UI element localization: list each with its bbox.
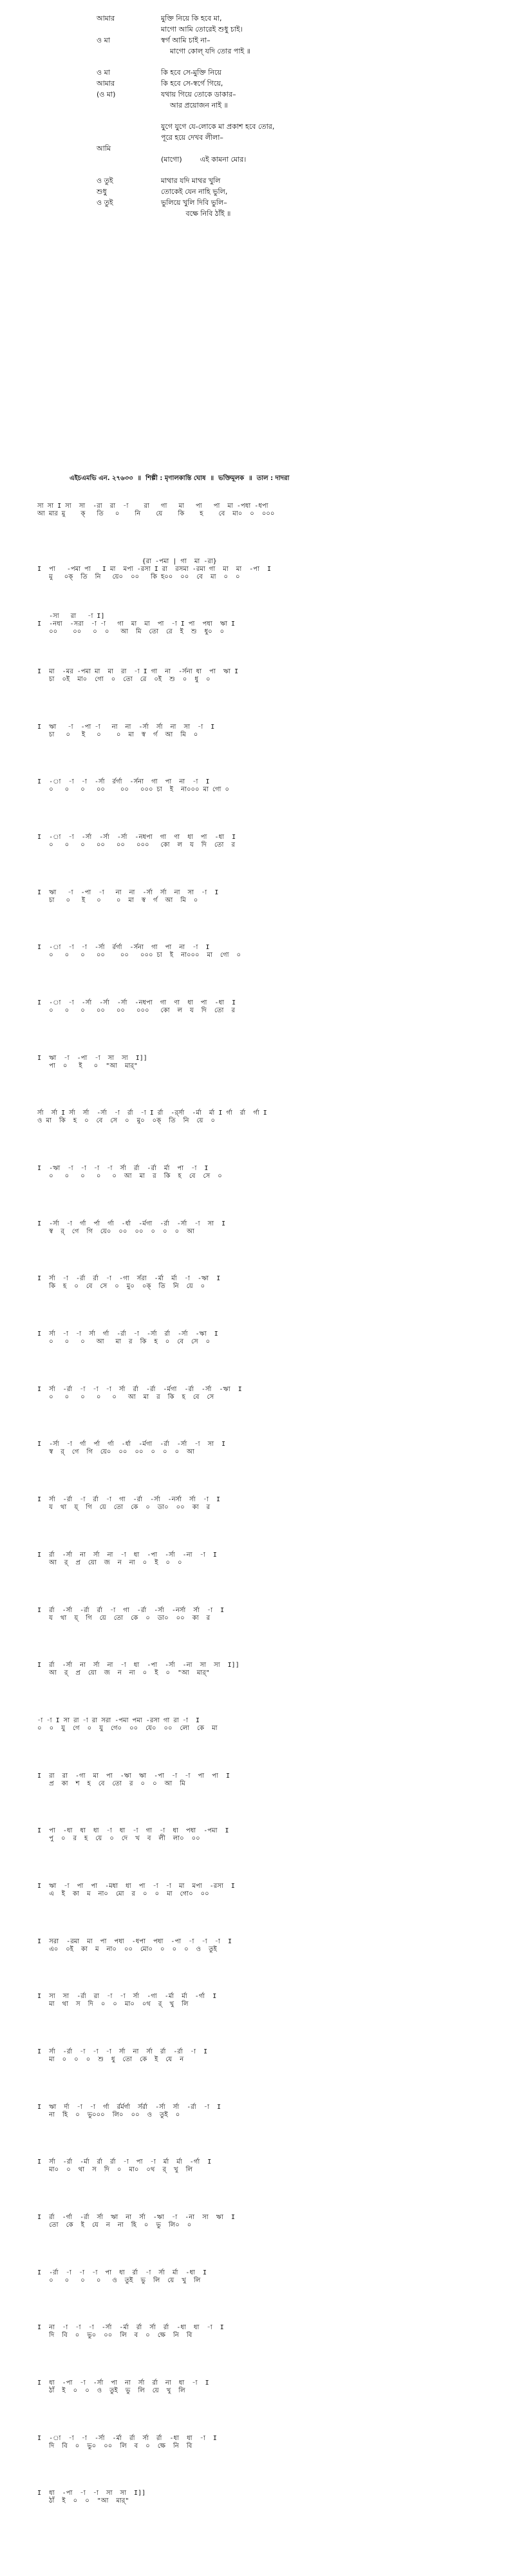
swara-line: I রা রা -গা মা পা -ঋা ঋা -পা -া -া পা পা I (26, 1773, 230, 1780)
lyric-line (97, 46, 431, 57)
lyrics-stanza (97, 175, 431, 219)
lyric-text: যুগে যুগে যে-লোকে মা প্রকাশ হবে তোর, (161, 122, 275, 131)
syllable-line: দি বি ০ ভু০ ০০ লি ব ০ ক্ষে নি বি (26, 2332, 192, 2339)
notation-row (26, 999, 236, 1015)
lyric-speaker: আমার (97, 79, 115, 88)
syllable-line: প্র কা শ হ বে তো র ০ ০ আ মি (26, 1780, 185, 1787)
syllable-line: আ র্‌ প্র য়ো জ ন না ০ ই ০ "আ মার্‌" (26, 1669, 210, 1677)
swara-line: I র্সা -র্রা -া -া -া র্সা র্রা -র্রা -র্মগা -র্রা -র্সা -ঋা I (26, 1386, 242, 1393)
lyric-line (97, 35, 431, 46)
syllable-line: ০ ০ ০ ০০ ০০ ০০০ চা ই না০০০ মা গো ০ (26, 952, 241, 959)
lyric-text: পূরে হয়ে দেখব লীলা– (161, 133, 223, 142)
notation-row (26, 1331, 218, 1346)
syllable-line: ০ ০ ০ ০০ ০০ ০০০ কো ল য দি তো র (26, 841, 235, 849)
lyric-text: মুক্তি নিয়ে কি হবে মা, (161, 14, 222, 23)
notation-row (26, 1662, 239, 1677)
notation-row (26, 1496, 220, 1512)
swara-line: I ঋা -া -পা -া না না -র্সা র্সা না সা -া I (26, 724, 215, 731)
lyric-speaker: ও মা (97, 36, 110, 44)
lyric-line (97, 186, 431, 197)
notation-row (26, 1110, 267, 1125)
notation-row (26, 1883, 235, 1898)
swara-line: I -র্রা -া -া -া পা ধা র্রা -া র্সা র্মা -ধা I (26, 2269, 207, 2276)
swara-line: I পা -পমা পা I মা মপা -রসা I রা রসমা -রমা গা মা মা -পা I (26, 566, 272, 573)
swara-line: I ধা -পা -া -া সা সা I]] (26, 2490, 146, 2497)
lyric-text: ভুলিয়ে খুলি দিবি ভুলি– (161, 198, 227, 207)
lyric-speaker: (ও মা) (97, 90, 116, 99)
syllable-line: চা ০ ই ০ ০ মা স্ব র্গ আ মি ০ (26, 897, 198, 904)
lyric-text: তোকেই যেন নাহি ভুলি, (161, 187, 228, 196)
notation-row (26, 1827, 229, 1843)
notation-row (26, 944, 241, 959)
swara-line: I র্রা -র্গা -র্রা র্সা ঋা না র্সা -ঋা -া -না সা ঋা I (26, 2214, 235, 2221)
swara-line: I সরা -রমা মা পা পধা -ধপা পধা -পা -া -া -া I (26, 1938, 232, 1945)
notation-row (26, 1773, 230, 1788)
notation-row (26, 1938, 232, 1954)
syllable-line: মু ০ক্ তি নি য়ে০ ০০ কি হ০০ ০০ বে মা ০ ০ (26, 573, 240, 581)
syllable-line: চা ০ই মা০ গো ০ তো রে ০ই শু ০ ধু ০ (26, 676, 211, 683)
lyric-line (97, 13, 431, 24)
notation-row (26, 1386, 242, 1401)
swara-line: I -া -া -া -র্সা র্রর্গা -র্সনা গা পা না -া I (26, 778, 210, 785)
syllable-line: ০০ ০০ ০ ০ আ মি তো রে ই শু ধু০ ০ (26, 628, 225, 635)
notation-row (26, 503, 274, 518)
swara-line: র্সা র্সা I র্সা র্সা -র্সা -া র্রা -া I র্রা -র্র্সা -র্মা র্মা I র্গা র্রা র্গা I (26, 1110, 267, 1117)
lyric-speaker (97, 208, 161, 219)
notation-row (26, 2104, 221, 2119)
swara-line: I -া -া -া -র্সা -র্মা র্রা র্সা র্রা -ধা ধা -া I (26, 2435, 217, 2442)
lyric-speaker (97, 121, 161, 132)
lyric-line (97, 143, 431, 154)
swara-line: I র্সা -র্রা -া -া -া র্সা না র্সা র্রা -র্রা -া I (26, 2048, 208, 2055)
syllable-line: য থা য়্‌ গি য়ে তো কে ০ ডা০ ০০ কা র (26, 1615, 211, 1622)
notation-row (26, 889, 218, 905)
syllable-line: না হি ০ ভু০০০ লি০ ০০ ও তুই ০ (26, 2111, 180, 2119)
lyric-speaker (97, 24, 161, 35)
syllable-line: স্ব র্‌ গে গি য়ে০ ০০ ০০ ০ ০ ০ আ (26, 1448, 194, 1456)
notation-row (26, 1607, 224, 1622)
lyric-text: বক্ষে নিবি ঠাঁই ॥ (161, 209, 231, 218)
notation-variant-line: {রা -পমা | গা মা -রা} (26, 558, 217, 565)
lyric-text: (মাগো) এই কামনা মোর। (161, 155, 247, 164)
notation-variant-line: -সা রা -া I] (26, 613, 105, 620)
swara-line: I -র্সা -া র্গা র্পা র্গা -র্ধা -র্মগা -র্রা -র্সা -া সা I (26, 1441, 226, 1448)
syllable-line: মা ০ ০ ০ শু ধু তো কে ই যে ন (26, 2056, 184, 2063)
swara-line: I ঋা -া -পা -া সা সা I]] (26, 1055, 147, 1062)
syllable-line: ০ ০ ০ ০০ ০০ ০০০ কো ল য দি তো র (26, 1007, 235, 1014)
lyric-line (97, 100, 431, 111)
lyric-speaker (97, 46, 161, 57)
notation-row (26, 2269, 207, 2285)
swara-line: I র্সা -র্রা -া র্রা -া গা -র্রা -র্সা -নর্সা র্সা -া I (26, 1496, 221, 1503)
swara-line: I ঋা র্দা -া -া র্গা র্রর্মর্গা র্সর্রা -র্সা র্সা -র্রা -া I (26, 2104, 221, 2111)
notation-row (26, 1275, 220, 1291)
notation-row (26, 2324, 224, 2340)
notation-row (26, 1717, 218, 1733)
swara-line: I র্রা -র্সা না র্সা না -া ধা -পা -র্সা -না সা সা I]] (26, 1662, 239, 1669)
syllable-line: তো কে ই যে ন না হি ০ ভু লি০ ০ (26, 2222, 192, 2229)
syllable-line: এ০ ০ই কা ম না০ ০০ মো০ ০ ০ ০ ও তুই (26, 1946, 217, 1953)
swara-line: I মা -মর -পমা মা মা রা -া I গা না -র্সনা ধা পা ঋা I (26, 668, 239, 675)
notation-row (26, 1552, 217, 1567)
syllable-line: কি হ ০ বে সে ০ মু০ ০ক্‌ তি নি য়ে ০ (26, 1283, 205, 1290)
lyric-text: মাগো কোল্‌ যদি তোর পাই ॥ (161, 47, 250, 55)
swara-line: I র্সা -া -া র্সা র্গা -র্রা -া -র্সা র্রা -র্সা -ঋা I (26, 1331, 218, 1338)
lyric-line (97, 24, 431, 35)
lyric-text: আর প্রয়োজন নাই ॥ (161, 101, 228, 110)
lyrics-stanza (97, 13, 431, 57)
lyric-speaker (97, 100, 161, 111)
lyric-speaker: আমার (97, 14, 115, 23)
syllable-line: ও মা কি হ ০ বে সে ০ মু০ ০ক্‌ তি নি য়ে ০ (26, 1117, 215, 1124)
syllable-line: ০ ০ ০ ০ ও তুই ভু লি য়ে খু লি (26, 2277, 201, 2284)
lyric-line (97, 175, 431, 186)
swara-line: I র্সা -র্রা -র্মা র্রা র্রা -া পা -া র্মা র্মা -র্গা I (26, 2158, 212, 2166)
lyric-line (97, 67, 431, 78)
lyric-line (97, 154, 431, 165)
syllable-line: আ র্‌ প্র য়ো জ ন না ০ ই ০ ০ (26, 1559, 182, 1566)
syllable-line: ০ ০ যু গে ০ যু গে০ ০০ যে০ ০০ লো কে মা (26, 1725, 218, 1732)
swara-line: I ঋা -া -পা -া না না -র্সা র্সা না সা -া I (26, 889, 219, 896)
lyric-text: মাগো আমি তোরেই শুধু চাই। (161, 25, 243, 34)
lyric-speaker: ও তুই (97, 177, 113, 185)
lyric-line (97, 208, 431, 219)
notation-row (26, 724, 214, 739)
lyric-line (97, 132, 431, 143)
lyric-line (97, 78, 431, 89)
lyric-text: স্বর্গ আমি চাই না– (161, 36, 211, 44)
swara-line: I -র্সা -া র্গা র্পা র্গা -র্ধা -র্মগা -র্রা -র্সা -া সা I (26, 1220, 226, 1227)
lyric-text: যথায় গিয়ে তোকে ডাকার– (161, 90, 236, 99)
lyric-line (97, 197, 431, 208)
lyric-speaker: আমি (97, 144, 111, 153)
notation-row (26, 558, 271, 581)
syllable-line: ০ ০ ০ আ মা র কি হ ০ বে সে ০ (26, 1338, 211, 1345)
syllable-line: পা ০ ই ০ "আ মার্‌" (26, 1062, 138, 1070)
lyric-line (97, 121, 431, 132)
notation-row (26, 2435, 217, 2450)
song-info: এইচএমভি এন. ২৭৬৩৩ ॥ শিল্পী : মৃণালকান্তি ঘোষ ॥ ভক্তিমূলক ॥ তাল : দাদরা (70, 475, 290, 482)
lyric-speaker (97, 154, 161, 165)
swara-line: I র্সা -া -র্রা র্রা -া -গা র্সরা -র্মা র্মা -া -ঋা I (26, 1275, 221, 1282)
syllable-line: স্ব র্‌ গে গি য়ে০ ০০ ০০ ০ ০ ০ আ (26, 1228, 194, 1235)
notation-row (26, 2490, 145, 2505)
notation-row (26, 1055, 147, 1070)
swara-line: I -ঋা -া -া -া -া র্সা র্রা -র্রা র্মা পা -া I (26, 1165, 209, 1172)
swara-line: I র্রা -র্সা না র্সা না -া ধা -পা -র্সা -না -া I (26, 1552, 217, 1559)
notation-row (26, 668, 238, 684)
notation-row (26, 1220, 225, 1236)
syllable-line: ঠাঁ ই ০ ০ "আ মার্‌" (26, 2497, 129, 2504)
lyric-line (97, 89, 431, 100)
lyric-text: কি হবে সে-স্বর্গে গিয়ে, (161, 79, 223, 88)
syllable-line: পু ০ র হ য়ে ০ দে খ ব লী লা০ ০০ (26, 1835, 200, 1842)
lyric-speaker: ও মা (97, 68, 110, 77)
notation-row (26, 778, 229, 794)
swara-line: I র্রা -র্সা -র্রা র্রা -া গা -র্রা -র্সা -নর্সা র্সা -া I (26, 1607, 225, 1614)
notation-row (26, 613, 235, 636)
swara-line: I সা সা -র্রা রা -া -া র্সা -গা -র্মা র্মা -র্গা I (26, 1993, 217, 2000)
swara-line: I ঋা -া পা পা -মধা ধা পা -া -া মা মপা -রসা I (26, 1883, 235, 1890)
notation-row (26, 1165, 222, 1180)
syllable-line: ০ ০ ০ ০০ ০০ ০০০ চা ই না০০০ মা গো ০ (26, 786, 229, 793)
swara-line: সা সা I সা সা -রা রা -া রা গা মা পা পা মা -পধা -ধপা (26, 503, 268, 510)
swara-line: I -নধা -সরা -া -া গা মা মা পা -া I পা পধা ঋা I (26, 620, 236, 628)
syllable-line: আ মার মু ক্‌ তি ০ নি য়ে কি হ বে মা০ ০ ০০০ (26, 510, 275, 517)
notation-row (26, 834, 236, 849)
syllable-line: মা০ ০ থা স দি ০ মা০ ০থ র্‌ খু লি (26, 2166, 192, 2173)
lyric-text: মাথার যদি মাথর খুলি (161, 177, 221, 185)
syllable-line: য থা য়্‌ গি য়ে তো কে ০ ডা০ ০০ কা র (26, 1504, 211, 1511)
lyric-speaker: শুধু (97, 187, 107, 196)
syllable-line: ০ ০ ০ ০ ০ আ মা র কি হ বে সে (26, 1394, 214, 1401)
lyrics-stanza (97, 67, 431, 111)
notation-row (26, 2158, 211, 2174)
lyric-text: কি হবে সে-মুক্তি নিয়ে (161, 68, 221, 77)
swara-line: I -া -া -র্সা -র্সা -র্সা -নধপা গা ণা ধা পা -ধা I (26, 834, 236, 841)
swara-line: I -া -া -া -র্সা র্রর্গা -র্সনা গা পা না -া I (26, 944, 210, 951)
notation-row (26, 1993, 216, 2008)
notation-row (26, 2048, 207, 2064)
syllable-line: ঠাঁ ই ০ ০ ও তুই ভু লি য়ে খু লি (26, 2387, 185, 2394)
lyric-speaker: ও তুই (97, 198, 113, 207)
lyrics (97, 13, 431, 229)
syllable-line: ০ ০ ০ ০ ০ আ মা র কি হ বে সে ০ (26, 1173, 222, 1180)
swara-line: I পা -ধা ধা ধা -া ধা -া গা -া ধা পধা -পমা I (26, 1827, 229, 1834)
syllable-line: এ ই কা ম না০ মো র ০ ০ মা গো০ ০০ (26, 1890, 209, 1898)
swara-line: I -া -া -র্সা -র্সা -র্সা -নধপা গা ণা ধা পা -ধা I (26, 999, 236, 1006)
syllable-line: চা ০ ই ০ ০ মা স্ব র্গ আ মি ০ (26, 731, 198, 738)
lyrics-stanza (97, 121, 431, 165)
syllable-line: মা থা স দি ০ ০ মা০ ০থ র্‌ খু লি (26, 2001, 189, 2008)
swara-line: I ধা -পা -া -র্সা পা না র্সা র্রা না ধা -া I (26, 2379, 209, 2387)
swara-line: I না -া -া -া -র্সা -র্মা র্রা র্সা র্রা -ধা ধা -া I (26, 2324, 224, 2331)
notation-row (26, 2379, 209, 2395)
notation-row (26, 1441, 225, 1456)
swara-line: -া -া I সা রা -া রা সরা -পমা পমা -রসা গা রা -া I (26, 1717, 200, 1724)
lyric-speaker (97, 132, 161, 143)
notation-row (26, 2214, 235, 2229)
syllable-line: দি বি ০ ভু০ ০০ লি ব ০ ক্ষে নি বি (26, 2443, 192, 2450)
